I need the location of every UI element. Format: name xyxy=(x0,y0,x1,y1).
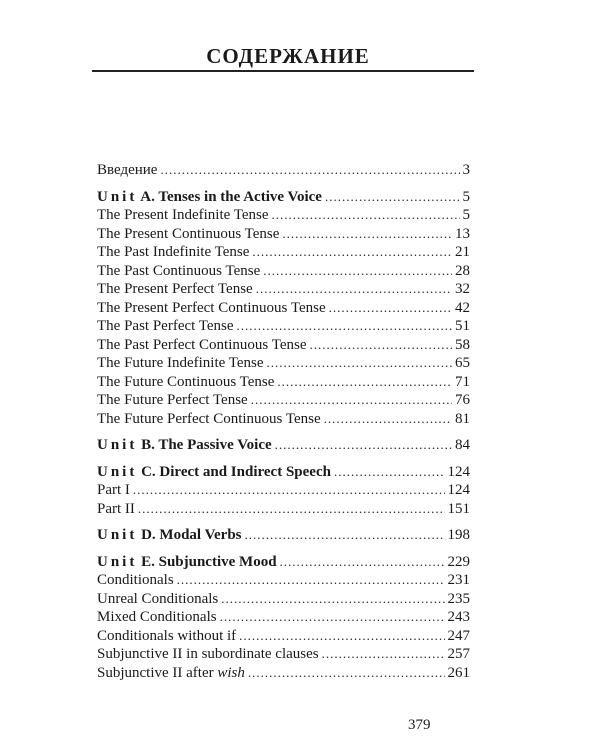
dot-leader xyxy=(334,463,445,482)
toc-page-number: 243 xyxy=(447,609,470,625)
toc-entry xyxy=(97,481,470,500)
dot-leader xyxy=(282,225,452,244)
toc-entry-label: The Past Continuous Tense xyxy=(97,262,261,279)
toc-page-number: 51 xyxy=(455,318,470,334)
toc-entry xyxy=(97,391,470,410)
toc-entry-label: The Present Continuous Tense xyxy=(97,225,280,242)
toc-unit-entry xyxy=(97,553,470,572)
toc-unit-entry xyxy=(97,526,470,545)
toc-entry xyxy=(97,645,470,664)
toc-unit-entry xyxy=(97,188,470,207)
toc-entry xyxy=(97,206,470,225)
dot-leader xyxy=(267,354,452,373)
toc-page-number: 81 xyxy=(455,410,470,427)
dot-leader xyxy=(325,188,460,207)
toc-page-number: 5 xyxy=(462,188,470,205)
toc-entry xyxy=(97,410,470,429)
toc-entry xyxy=(97,243,470,262)
toc-page-number: 198 xyxy=(447,527,470,543)
toc-entry-label: Part I xyxy=(97,482,130,498)
toc-entry-label: The Future Continuous Tense xyxy=(97,373,275,390)
dot-leader xyxy=(272,206,460,225)
toc-page-number: 124 xyxy=(447,463,470,480)
toc-page-number: 261 xyxy=(447,664,470,681)
unit-word: Unit xyxy=(97,527,138,543)
toc-entry-label: Mixed Conditionals xyxy=(97,609,217,625)
unit-word: Unit xyxy=(97,437,138,453)
toc-page-number: 235 xyxy=(447,590,470,607)
toc-page-number: 257 xyxy=(447,646,470,662)
toc-entry xyxy=(97,317,470,336)
toc-entry-label: The Future Indefinite Tense xyxy=(97,355,264,371)
toc-entry xyxy=(97,664,470,683)
toc-entry-label: The Present Perfect Continuous Tense xyxy=(97,299,326,316)
toc-entry xyxy=(97,262,470,281)
dot-leader xyxy=(133,481,445,500)
dot-leader xyxy=(322,645,445,664)
toc-unit-entry xyxy=(97,463,470,482)
toc-entry-label: The Future Perfect Tense xyxy=(97,392,248,408)
toc-entry-label: Subjunctive II in subordinate clauses xyxy=(97,646,319,662)
title-underline xyxy=(92,70,474,72)
toc-page-number: 32 xyxy=(455,281,470,297)
dot-leader xyxy=(177,571,445,590)
toc-entry xyxy=(97,299,470,318)
unit-word: Unit xyxy=(97,188,138,205)
toc-entry-label: Введение xyxy=(97,162,158,178)
toc-entry xyxy=(97,590,470,609)
toc-page-number: 42 xyxy=(455,299,470,316)
toc-page-number: 65 xyxy=(455,355,470,371)
toc-page-number: 231 xyxy=(447,572,470,588)
unit-word: Unit xyxy=(97,553,138,570)
toc-page-number: 151 xyxy=(447,500,470,517)
dot-leader xyxy=(239,627,444,646)
toc-page-number: 21 xyxy=(455,244,470,260)
dot-leader xyxy=(220,608,445,627)
dot-leader xyxy=(221,590,444,609)
unit-word: Unit xyxy=(97,463,138,480)
toc-entry-label: The Present Perfect Tense xyxy=(97,281,253,297)
toc-page-number: 229 xyxy=(447,553,470,570)
toc-page-number: 58 xyxy=(455,336,470,353)
dot-leader xyxy=(277,373,452,392)
dot-leader xyxy=(245,526,445,545)
toc-entry-label: Unit A. Tenses in the Active Voice xyxy=(97,188,322,205)
toc-entry xyxy=(97,225,470,244)
dot-leader xyxy=(324,410,452,429)
toc-entry-label: Unreal Conditionals xyxy=(97,590,219,607)
dot-leader xyxy=(256,280,452,299)
table-of-contents xyxy=(97,161,470,682)
toc-entry-label: The Past Indefinite Tense xyxy=(97,244,250,260)
toc-entry-label: The Present Indefinite Tense xyxy=(97,207,269,223)
toc-entry xyxy=(97,373,470,392)
toc-page-number: 84 xyxy=(455,437,470,453)
toc-unit-entry xyxy=(97,436,470,455)
dot-leader xyxy=(237,317,452,336)
toc-entry-label: Subjunctive II after wish xyxy=(97,664,245,681)
toc-page-number: 3 xyxy=(462,162,470,178)
toc-entry-label: Unit E. Subjunctive Mood xyxy=(97,553,277,570)
toc-entry xyxy=(97,627,470,646)
toc-entry xyxy=(97,608,470,627)
toc-entry xyxy=(97,161,470,180)
dot-leader xyxy=(275,436,452,455)
toc-entry xyxy=(97,280,470,299)
toc-page-number: 247 xyxy=(447,627,470,644)
dot-leader xyxy=(280,553,445,572)
toc-page-number: 76 xyxy=(455,392,470,408)
toc-entry-label: Unit C. Direct and Indirect Speech xyxy=(97,463,331,480)
toc-entry-label: The Past Perfect Continuous Tense xyxy=(97,336,307,353)
dot-leader xyxy=(160,161,459,180)
toc-entry-label: Conditionals without if xyxy=(97,627,237,644)
page-number: 379 xyxy=(408,717,431,733)
italic-word: wish xyxy=(217,664,245,681)
toc-entry xyxy=(97,336,470,355)
toc-page-number: 13 xyxy=(455,225,470,242)
toc-entry-label: Conditionals xyxy=(97,572,174,588)
toc-page-number: 71 xyxy=(455,373,470,390)
dot-leader xyxy=(309,336,452,355)
dot-leader xyxy=(138,500,445,519)
toc-entry-label: Unit B. The Passive Voice xyxy=(97,437,272,453)
toc-page-number: 5 xyxy=(462,207,470,223)
dot-leader xyxy=(252,243,452,262)
toc-entry xyxy=(97,354,470,373)
toc-page-number: 28 xyxy=(455,262,470,279)
toc-entry-label: Part II xyxy=(97,500,135,517)
toc-entry-label: The Past Perfect Tense xyxy=(97,318,234,334)
toc-entry xyxy=(97,571,470,590)
toc-entry-label: The Future Perfect Continuous Tense xyxy=(97,410,321,427)
dot-leader xyxy=(251,391,452,410)
toc-page-number: 124 xyxy=(447,482,470,498)
toc-entry-label: Unit D. Modal Verbs xyxy=(97,527,242,543)
toc-entry xyxy=(97,500,470,519)
dot-leader xyxy=(248,664,445,683)
dot-leader xyxy=(263,262,452,281)
dot-leader xyxy=(329,299,452,318)
page-title: СОДЕРЖАНИЕ xyxy=(206,44,370,68)
